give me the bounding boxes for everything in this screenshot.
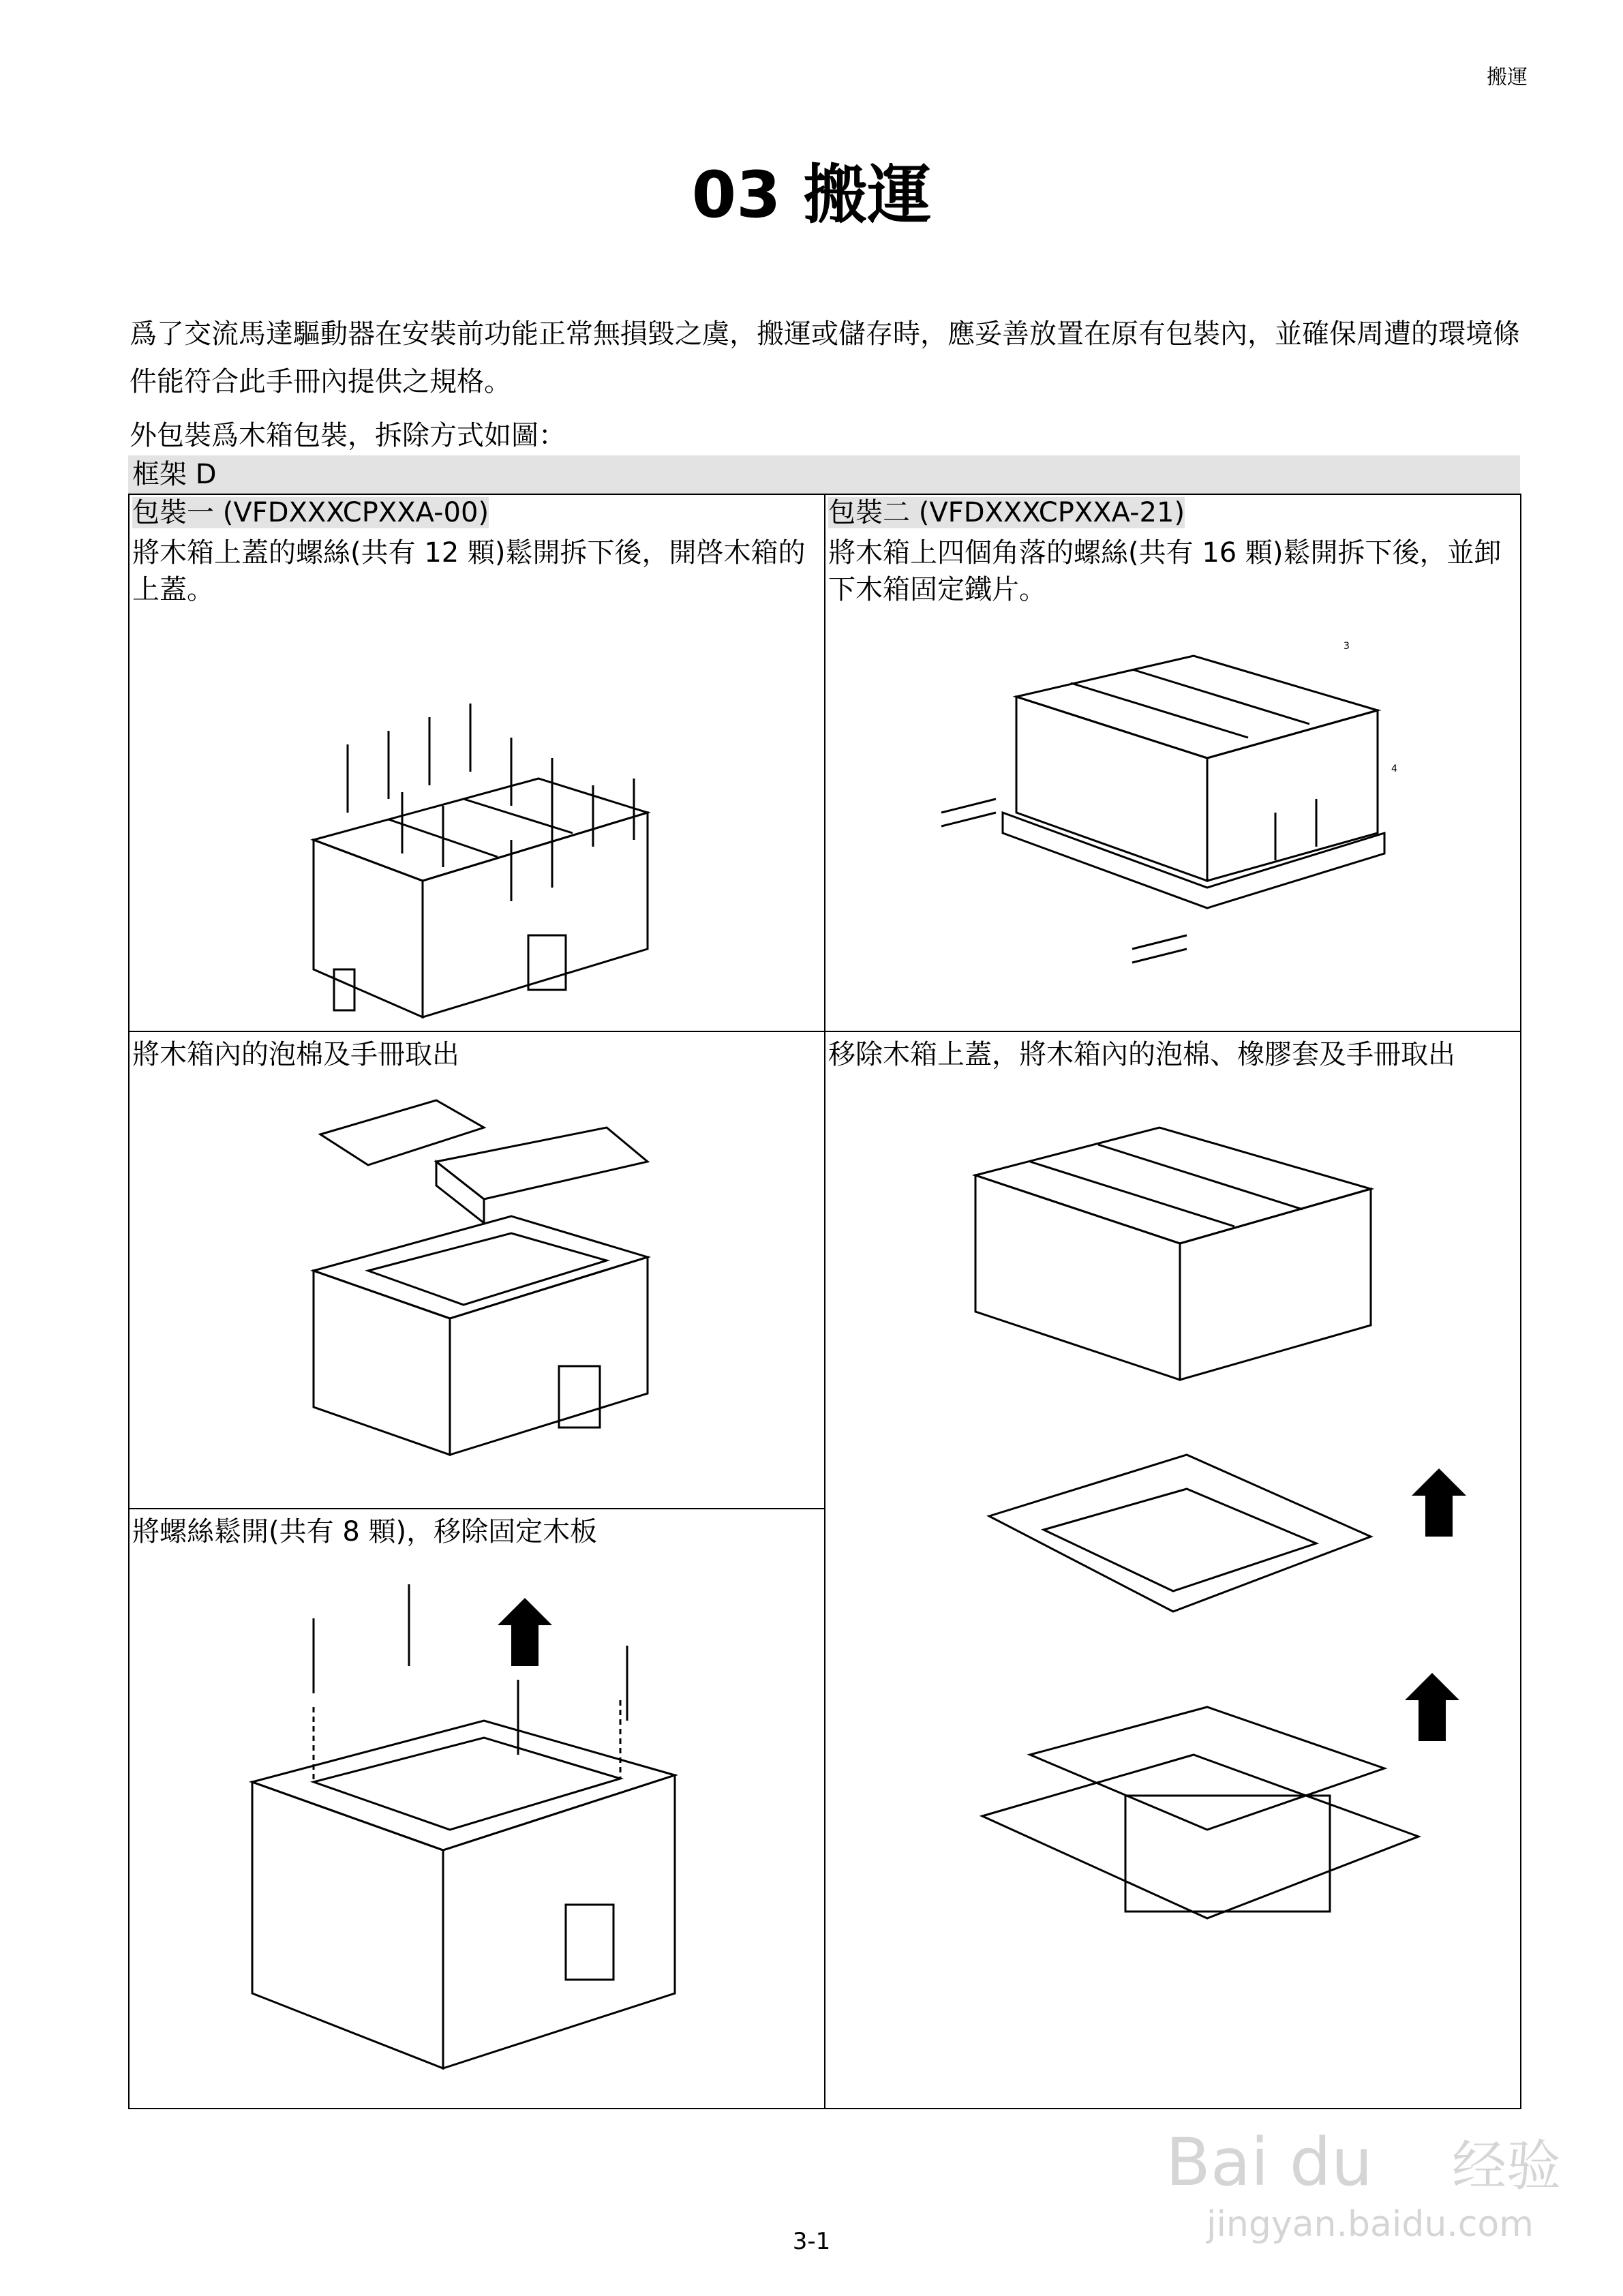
package1-step2-text: 將木箱內的泡棉及手冊取出 [132, 1039, 459, 1070]
watermark-url: jingyan.baidu.com [1207, 2204, 1534, 2245]
pkg2-step2-cell [825, 1031, 1521, 2109]
watermark-cn: 经验 [1452, 2134, 1561, 2198]
package2-step1-text: 將木箱上四個角落的螺絲(共有 16 顆)鬆開拆下後，並卸下木箱固定鐵片。 [828, 537, 1502, 605]
unpacking-table [128, 494, 1521, 2109]
callout-3: 3 [1344, 641, 1350, 652]
package2-title: 包裝二 (VFDXXXCPXXA-21) [828, 497, 1185, 528]
foam-removal-illustration [130, 1073, 823, 1496]
baidu-jingyan-watermark [1166, 2117, 1575, 2246]
package2-step2-text: 移除木箱上蓋，將木箱內的泡棉、橡膠套及手冊取出 [828, 1039, 1455, 1070]
package1-step3-text: 將螺絲鬆開(共有 8 顆)，移除固定木板 [132, 1516, 598, 1547]
pkg1-step3-cell [129, 1509, 825, 2109]
pkg1-step1-cell [129, 494, 825, 1031]
pkg2-step1-cell [825, 494, 1521, 1031]
intro-paragraph: 爲了交流馬達驅動器在安裝前功能正常無損毀之虞，搬運或儲存時，應妥善放置在原有包裝內，並確保周遭的環境條件能符合此手冊內提供之規格。 [130, 318, 1520, 397]
callout-4: 4 [1391, 764, 1397, 774]
package1-step1-text: 將木箱上蓋的螺絲(共有 12 顆)鬆開拆下後，開啓木箱的上蓋。 [132, 537, 806, 605]
crate-screws-illustration [130, 608, 823, 1031]
pkg1-step2-cell [129, 1031, 825, 1509]
section-header: 搬運 [1487, 65, 1528, 89]
watermark-brand: Bai du [1166, 2124, 1373, 2201]
board-removal-illustration [130, 1550, 823, 2096]
package1-title: 包裝一 (VFDXXXCPXXA-00) [132, 497, 489, 528]
crate-brackets-illustration [825, 608, 1519, 1031]
frame-label: 框架 D [128, 455, 1520, 494]
page-number: 3-1 [792, 2228, 831, 2255]
lid-foam-removal-illustration [825, 1073, 1519, 2096]
intro-unpack-line: 外包裝爲木箱包裝，拆除方式如圖： [130, 420, 566, 451]
page-title: 03 搬運 [691, 158, 932, 232]
